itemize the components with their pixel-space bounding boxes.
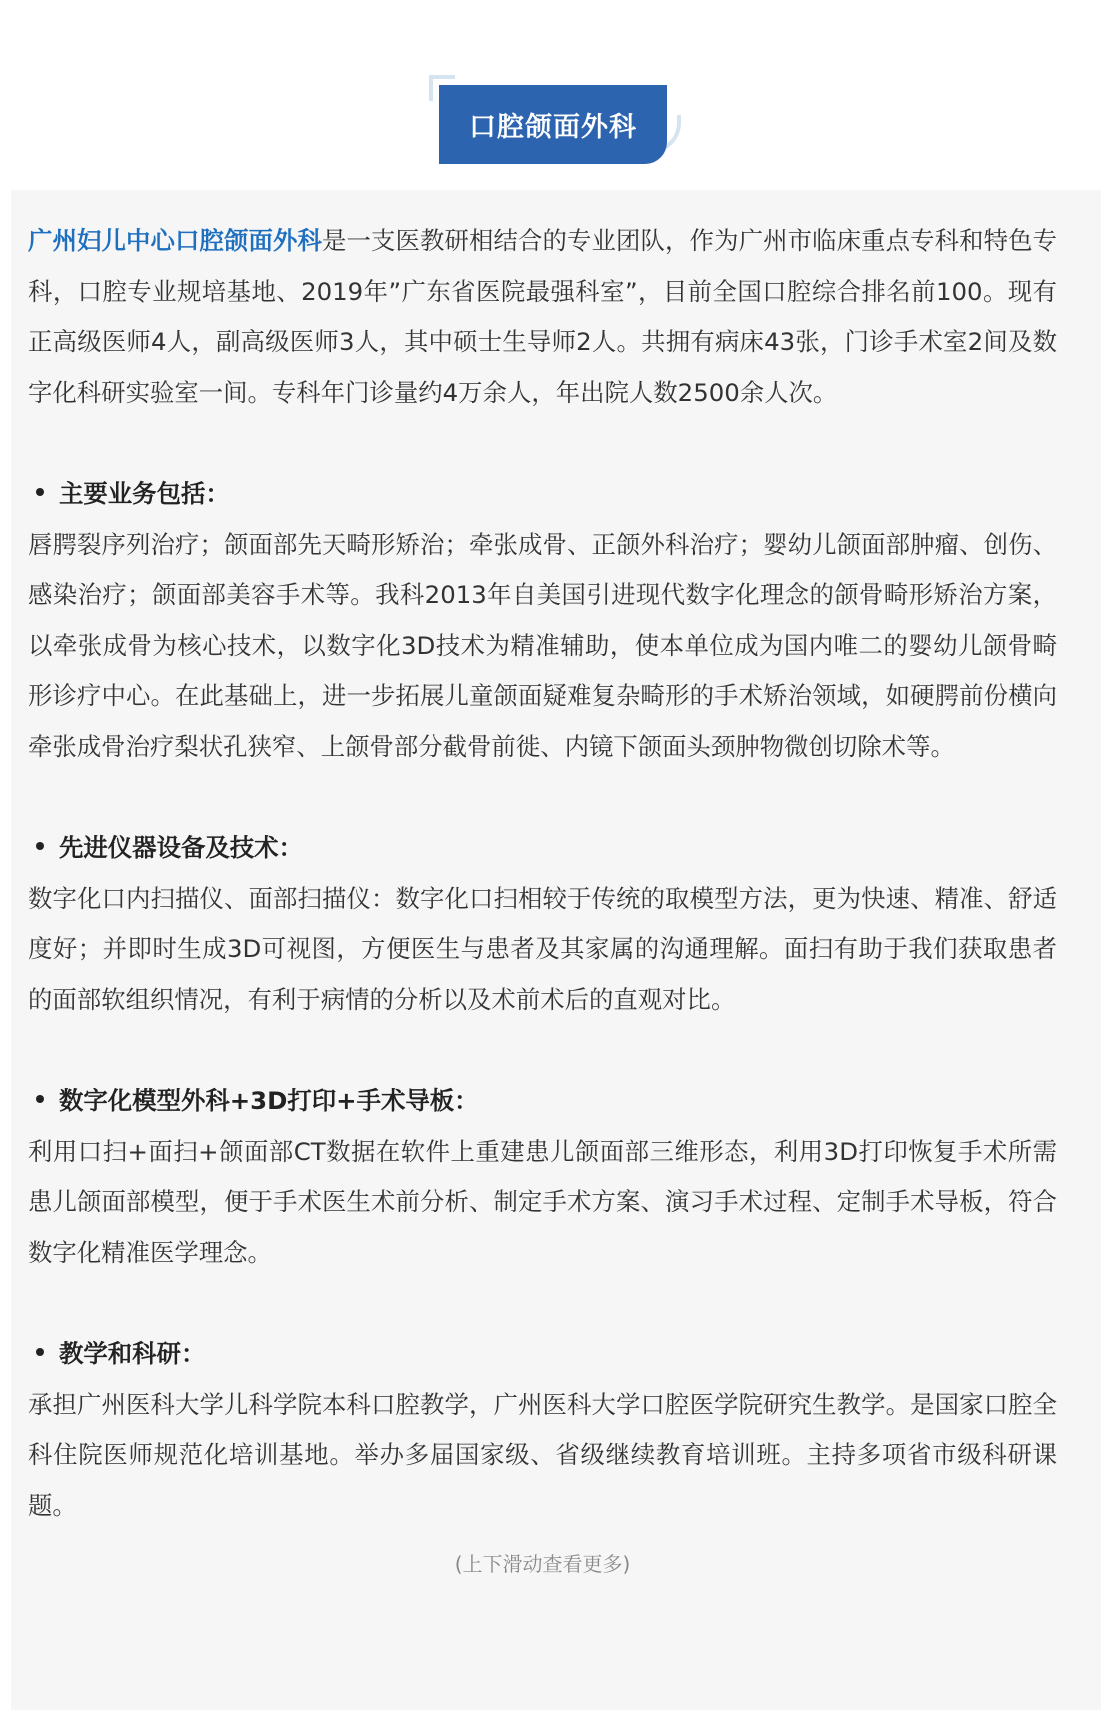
department-name: 广州妇儿中心口腔颌面外科 <box>28 226 323 255</box>
bullet-icon <box>36 842 44 850</box>
section-title <box>429 75 681 175</box>
section-heading: 主要业务包括： <box>28 469 1057 520</box>
section-heading: 教学和科研： <box>28 1329 1057 1380</box>
intro-paragraph <box>28 216 1057 418</box>
section-body: 唇腭裂序列治疗；颌面部先天畸形矫治；牵张成骨、正颌外科治疗；婴幼儿颌面部肿瘤、创伤、感染治疗；颌面部美容手术等。我科2013年自美国引进现代数字化理念的颌骨畸形矫治方案，以牵张成骨为核心技术，以数字化3D技术为精准辅助，使本单位成为国内唯二的婴幼儿颌骨畸形诊疗中心。在此基础上，进一步拓展儿童颌面疑难复杂畸形的手术矫治领域，如硬腭前份横向牵张成骨治疗梨状孔狭窄、上颌骨部分截骨前徙、内镜下颌面头颈肿物微创切除术等。 <box>28 529 1057 761</box>
section-heading: 先进仪器设备及技术： <box>28 823 1057 874</box>
scroll-hint: (上下滑动查看更多) <box>454 1552 631 1577</box>
section-body: 承担广州医科大学儿科学院本科口腔教学，广州医科大学口腔医学院研究生教学。是国家口腔全科住院医师规范化培训基地。举办多届国家级、省级继续教育培训班。主持多项省市级科研课题。 <box>28 1389 1057 1520</box>
section-body: 数字化口内扫描仪、面部扫描仪：数字化口扫相较于传统的取模型方法，更为快速、精准、舒适度好；并即时生成3D可视图，方便医生与患者及其家属的沟通理解。面扫有助于我们获取患者的面部软组织情况，有利于病情的分析以及术前术后的直观对比。 <box>28 883 1057 1014</box>
section-body: 利用口扫+面扫+颌面部CT数据在软件上重建患儿颌面部三维形态，利用3D打印恢复手术所需患儿颌面部模型，便于手术医生术前分析、制定手术方案、演习手术过程、定制手术导板，符合数字化精准医学理念。 <box>28 1136 1057 1267</box>
intro-text: 是一支医教研相结合的专业团队，作为广州市临床重点专科和特色专科，口腔专业规培基地、2019年”广东省医院最强科室”，目前全国口腔综合排名前100。现有正高级医师4人，副高级医师3人，其中硕士生导师2人。共拥有病床43张，门诊手术室2间及数字化科研实验室一间。专科年门诊量约4万余人，年出院人数2500余人次。 <box>28 226 1057 407</box>
section-heading: 数字化模型外科+3D打印+手术导板： <box>28 1076 1057 1127</box>
bullet-icon <box>36 1348 44 1356</box>
content-panel <box>11 190 1101 1710</box>
title-label: 口腔颌面外科 <box>439 85 667 164</box>
bullet-icon <box>36 488 44 496</box>
bullet-icon <box>36 1095 44 1103</box>
